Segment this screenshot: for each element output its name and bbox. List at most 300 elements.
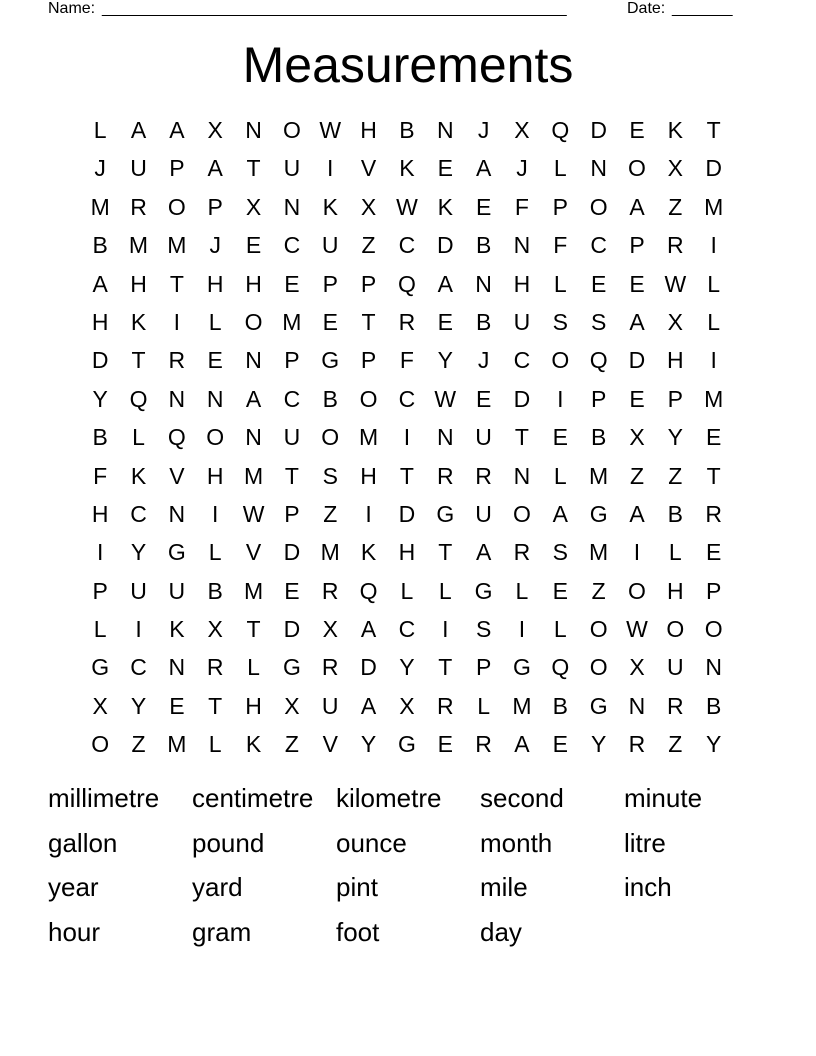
grid-letter: E (552, 731, 568, 758)
grid-letter: L (93, 117, 107, 143)
grid-letter: O (513, 500, 531, 527)
grid-letter: M (589, 539, 609, 566)
grid-letter: G (589, 692, 608, 719)
grid-letter: B (475, 232, 492, 259)
grid-letter: D (436, 232, 454, 259)
grid-letter: B (92, 232, 108, 259)
grid-row (81, 226, 733, 264)
grid-letter: R (667, 232, 684, 259)
word-bank-item: gram (192, 916, 252, 947)
grid-letter: X (629, 424, 645, 451)
grid-letter: L (208, 731, 222, 758)
grid-letter: G (167, 539, 186, 566)
grid-letter: F (399, 347, 414, 374)
grid-letter: G (513, 654, 531, 681)
grid-letter: N (206, 385, 224, 412)
grid-letter: P (207, 193, 223, 220)
grid-letter: A (245, 385, 262, 412)
grid-letter: O (167, 193, 186, 220)
word-bank-item: litre (624, 827, 666, 858)
grid-letter: E (169, 692, 185, 719)
grid-letter: H (667, 347, 684, 374)
grid-letter: K (245, 731, 262, 758)
grid-letter: D (283, 539, 301, 566)
grid-letter: X (667, 308, 683, 335)
grid-letter: R (321, 577, 339, 604)
grid-letter: P (360, 270, 377, 297)
grid-letter: T (169, 270, 184, 297)
grid-letter: A (629, 500, 645, 527)
grid-letter: B (552, 692, 568, 719)
grid-letter: O (206, 424, 225, 451)
grid-letter: W (664, 270, 687, 297)
grid-letter: O (551, 347, 570, 374)
grid-letter: R (475, 731, 492, 758)
grid-letter: P (169, 155, 185, 182)
grid-letter: N (168, 654, 186, 681)
grid-letter: Z (361, 232, 376, 259)
grid-letter: K (169, 616, 185, 643)
grid-letter: E (629, 270, 645, 297)
grid-letter: X (245, 193, 262, 220)
grid-letter: G (436, 500, 455, 527)
grid-letter: U (130, 577, 147, 604)
grid-letter: C (283, 385, 301, 412)
grid-letter: P (629, 232, 645, 259)
grid-letter: Q (129, 385, 148, 412)
grid-letter: H (513, 270, 531, 297)
grid-letter: D (628, 347, 646, 374)
grid-letter: B (207, 577, 223, 604)
word-bank-item: foot (336, 916, 380, 947)
grid-letter: S (552, 539, 568, 566)
grid-letter: H (91, 500, 109, 527)
grid-letter: J (477, 117, 490, 143)
grid-letter: N (628, 692, 646, 719)
grid-letter: B (399, 117, 415, 143)
word-bank-item: mile (480, 872, 528, 902)
date-field[interactable]: _______ (672, 0, 733, 17)
word-bank-item: gallon (48, 827, 118, 858)
grid-letter: O (628, 577, 646, 604)
grid-letter: N (513, 462, 531, 489)
grid-letter: Q (551, 654, 570, 681)
grid-letter: L (553, 462, 567, 489)
grid-letter: T (208, 692, 223, 719)
grid-letter: T (438, 654, 453, 681)
grid-letter: Y (437, 347, 453, 374)
grid-letter: H (206, 270, 224, 297)
grid-letter: T (361, 308, 376, 335)
grid-letter: U (283, 155, 301, 182)
grid-letter: M (167, 731, 187, 758)
grid-letter: R (398, 308, 416, 335)
grid-letter: N (436, 424, 454, 451)
grid-letter: W (319, 117, 342, 143)
grid-row (81, 572, 733, 610)
grid-letter: P (552, 193, 568, 220)
grid-letter: R (436, 462, 454, 489)
grid-letter: M (704, 193, 724, 220)
grid-letter: H (245, 270, 262, 297)
grid-letter: E (284, 270, 300, 297)
grid-letter: C (590, 232, 607, 259)
grid-letter: M (282, 308, 302, 335)
grid-letter: C (513, 347, 531, 374)
grid-letter: M (704, 385, 724, 412)
grid-letter: D (398, 500, 416, 527)
grid-letter: C (130, 500, 147, 527)
grid-letter: K (360, 539, 377, 566)
grid-letter: P (284, 500, 300, 527)
grid-letter: W (626, 616, 648, 643)
grid-letter: I (710, 347, 717, 374)
grid-letter: W (242, 500, 265, 527)
grid-letter: E (437, 155, 453, 182)
grid-letter: E (284, 577, 300, 604)
grid-letter: L (247, 654, 260, 681)
date-label: Date: (627, 0, 666, 17)
word-bank-row (48, 910, 768, 955)
grid-letter: E (706, 539, 722, 566)
word-bank-row (48, 865, 768, 910)
grid-letter: I (557, 385, 564, 412)
grid-letter: Y (130, 539, 147, 566)
grid-letter: A (360, 616, 377, 643)
grid-letter: M (358, 424, 379, 451)
grid-letter: A (207, 155, 223, 182)
word-bank-row (48, 821, 768, 866)
grid-letter: T (246, 155, 261, 182)
grid-letter: I (327, 155, 334, 182)
word-bank-item: millimetre (48, 783, 160, 813)
grid-letter: T (438, 539, 453, 566)
grid-letter: V (169, 462, 185, 489)
grid-letter: A (475, 155, 492, 182)
grid-letter: X (629, 654, 645, 681)
grid-letter: A (169, 117, 185, 143)
grid-letter: S (552, 308, 568, 335)
grid-letter: R (436, 692, 454, 719)
grid-letter: P (706, 577, 722, 604)
grid-letter: O (359, 385, 378, 412)
word-bank (48, 776, 768, 954)
grid-letter: O (244, 308, 263, 335)
grid-letter: O (589, 654, 608, 681)
grid-letter: S (590, 308, 607, 335)
word-bank-item: kilometre (336, 783, 442, 813)
grid-letter: T (514, 424, 529, 451)
grid-letter: B (322, 385, 338, 412)
grid-row (81, 533, 733, 571)
grid-letter: G (321, 347, 340, 374)
grid-letter: S (475, 616, 492, 643)
grid-letter: P (590, 385, 607, 412)
grid-letter: N (705, 654, 722, 681)
grid-letter: E (552, 577, 568, 604)
grid-letter: D (360, 654, 377, 681)
grid-letter: N (513, 232, 531, 259)
grid-letter: G (91, 654, 110, 681)
grid-letter: Z (591, 577, 606, 604)
grid-letter: L (553, 270, 567, 297)
grid-letter: N (590, 155, 607, 182)
name-field[interactable]: ______________________________________________________ (102, 0, 567, 17)
grid-letter: X (92, 692, 108, 719)
grid-row (81, 418, 733, 456)
grid-letter: O (704, 616, 723, 643)
grid-letter: L (707, 308, 721, 335)
grid-letter: U (168, 577, 186, 604)
grid-letter: E (706, 424, 722, 451)
grid-letter: A (629, 193, 645, 220)
grid-letter: P (667, 385, 683, 412)
grid-letter: T (399, 462, 414, 489)
grid-letter: X (399, 692, 415, 719)
grid-letter: L (477, 692, 490, 719)
grid-letter: E (475, 385, 492, 412)
grid-letter: N (283, 193, 301, 220)
grid-letter: E (629, 385, 645, 412)
grid-letter: O (628, 155, 646, 182)
grid-letter: M (90, 193, 110, 220)
grid-row (81, 188, 733, 226)
grid-letter: A (437, 270, 453, 297)
grid-letter: T (131, 347, 146, 374)
grid-letter: F (93, 462, 108, 489)
grid-letter: J (94, 155, 106, 182)
grid-letter: M (320, 539, 340, 566)
word-bank-item: yard (192, 872, 243, 902)
grid-letter: W (396, 193, 418, 220)
grid-letter: Z (131, 731, 146, 758)
grid-letter: N (245, 347, 262, 374)
grid-letter: K (130, 308, 147, 335)
grid-letter: I (96, 539, 104, 566)
grid-letter: U (475, 424, 492, 451)
grid-letter: Y (130, 692, 147, 719)
grid-letter: E (590, 270, 607, 297)
grid-letter: K (322, 193, 338, 220)
word-bank-item: pound (192, 827, 265, 858)
grid-letter: R (628, 731, 646, 758)
grid-letter: E (245, 232, 262, 259)
grid-letter: D (283, 616, 301, 643)
grid-letter: D (513, 385, 531, 412)
grid-letter: P (284, 347, 300, 374)
grid-letter: V (322, 731, 338, 758)
grid-letter: I (173, 308, 181, 335)
grid-letter: D (590, 117, 607, 143)
grid-letter: Z (668, 462, 683, 489)
grid-letter: M (128, 232, 149, 259)
grid-row (81, 265, 733, 303)
grid-letter: E (629, 117, 645, 143)
grid-letter: S (322, 462, 338, 489)
grid-letter: V (245, 539, 262, 566)
grid-letter: R (513, 539, 531, 566)
grid-letter: I (633, 539, 641, 566)
grid-letter: L (93, 616, 107, 643)
grid-letter: L (707, 270, 721, 297)
grid-letter: B (706, 692, 722, 719)
grid-letter: A (475, 539, 492, 566)
grid-letter: L (132, 424, 145, 451)
grid-letter: H (360, 117, 377, 143)
grid-letter: O (321, 424, 340, 451)
grid-letter: E (437, 308, 453, 335)
grid-letter: H (130, 270, 147, 297)
grid-letter: Q (551, 117, 570, 143)
grid-row (81, 610, 733, 648)
grid-letter: L (400, 577, 414, 604)
grid-letter: F (514, 193, 529, 220)
grid-letter: N (168, 385, 186, 412)
grid-letter: P (360, 347, 377, 374)
grid-letter: L (553, 616, 567, 643)
word-bank-item: pint (336, 872, 378, 902)
grid-letter: U (130, 155, 147, 182)
grid-letter: U (667, 654, 684, 681)
grid-letter: B (590, 424, 607, 451)
grid-letter: E (437, 731, 453, 758)
grid-letter: R (130, 193, 147, 220)
grid-letter: O (282, 117, 301, 143)
word-bank-item: minute (624, 783, 703, 813)
grid-letter: E (322, 308, 338, 335)
grid-letter: U (321, 232, 339, 259)
grid-letter: C (130, 654, 147, 681)
grid-letter: P (322, 270, 338, 297)
grid-letter: Q (589, 347, 608, 374)
grid-letter: I (212, 500, 219, 527)
grid-letter: R (206, 654, 224, 681)
grid-letter: R (705, 500, 722, 527)
grid-letter: G (397, 731, 416, 758)
grid-letter: Z (323, 500, 338, 527)
grid-letter: J (516, 155, 528, 182)
grid-row (81, 149, 733, 187)
grid-letter: G (589, 500, 608, 527)
grid-letter: Y (360, 731, 377, 758)
grid-letter: X (207, 117, 223, 143)
grid-letter: U (513, 308, 531, 335)
grid-letter: Q (359, 577, 378, 604)
word-bank-item: day (480, 916, 522, 947)
grid-letter: G (282, 654, 301, 681)
word-bank-item: ounce (336, 827, 407, 858)
grid-letter: H (667, 577, 684, 604)
grid-letter: T (246, 616, 261, 643)
word-bank-item: inch (624, 872, 672, 902)
grid-letter: M (243, 462, 264, 489)
grid-letter: I (710, 232, 717, 259)
grid-letter: X (667, 155, 683, 182)
grid-letter: T (706, 117, 721, 143)
grid-row (81, 725, 733, 763)
grid-letter: E (475, 193, 492, 220)
grid-letter: P (475, 654, 492, 681)
grid-letter: E (552, 424, 568, 451)
grid-letter: H (398, 539, 416, 566)
grid-letter: C (283, 232, 301, 259)
grid-letter: O (589, 193, 608, 220)
grid-letter: Y (706, 731, 722, 758)
grid-letter: M (167, 232, 187, 259)
grid-letter: N (168, 500, 186, 527)
grid-letter: H (245, 692, 262, 719)
grid-letter: M (589, 462, 609, 489)
grid-letter: J (209, 232, 221, 259)
grid-letter: L (208, 308, 222, 335)
grid-letter: F (553, 232, 568, 259)
grid-letter: X (322, 616, 338, 643)
word-bank-item: year (48, 872, 99, 902)
grid-letter: C (398, 385, 416, 412)
grid-letter: B (475, 308, 492, 335)
word-bank-item: second (480, 783, 564, 813)
grid-letter: X (360, 193, 377, 220)
grid-letter: I (518, 616, 526, 643)
grid-letter: X (284, 692, 300, 719)
grid-letter: C (398, 232, 416, 259)
grid-letter: V (360, 155, 377, 182)
grid-letter: J (477, 347, 490, 374)
grid-letter: B (667, 500, 683, 527)
grid-letter: D (91, 347, 109, 374)
grid-letter: T (284, 462, 299, 489)
grid-letter: A (552, 500, 568, 527)
grid-letter: U (283, 424, 301, 451)
grid-row (81, 341, 733, 379)
grid-letter: A (92, 270, 108, 297)
grid-letter: U (475, 500, 492, 527)
grid-letter: H (206, 462, 224, 489)
grid-letter: H (360, 462, 377, 489)
grid-letter: X (514, 117, 530, 143)
grid-letter: I (403, 424, 411, 451)
grid-letter: Y (399, 654, 415, 681)
grid-letter: W (434, 385, 457, 412)
grid-letter: Y (92, 385, 108, 412)
grid-row (81, 648, 733, 686)
grid-letter: R (168, 347, 186, 374)
grid-letter: K (667, 117, 683, 143)
grid-letter: E (207, 347, 223, 374)
grid-letter: K (399, 155, 415, 182)
grid-letter: A (130, 117, 147, 143)
grid-letter: K (437, 193, 453, 220)
grid-letter: K (130, 462, 147, 489)
grid-letter: N (245, 117, 262, 143)
grid-letter: T (706, 462, 721, 489)
grid-row (81, 111, 733, 149)
grid-letter: I (365, 500, 372, 527)
grid-row (81, 457, 733, 495)
grid-letter: I (442, 616, 449, 643)
grid-letter: A (360, 692, 377, 719)
grid-letter: O (91, 731, 110, 758)
grid-letter: U (321, 692, 339, 719)
grid-letter: A (629, 308, 645, 335)
grid-letter: M (512, 692, 532, 719)
grid-letter: C (398, 616, 416, 643)
grid-letter: L (668, 539, 682, 566)
grid-letter: B (92, 424, 108, 451)
grid-letter: R (475, 462, 492, 489)
grid-letter: Q (397, 270, 416, 297)
grid-letter: Q (167, 424, 186, 451)
